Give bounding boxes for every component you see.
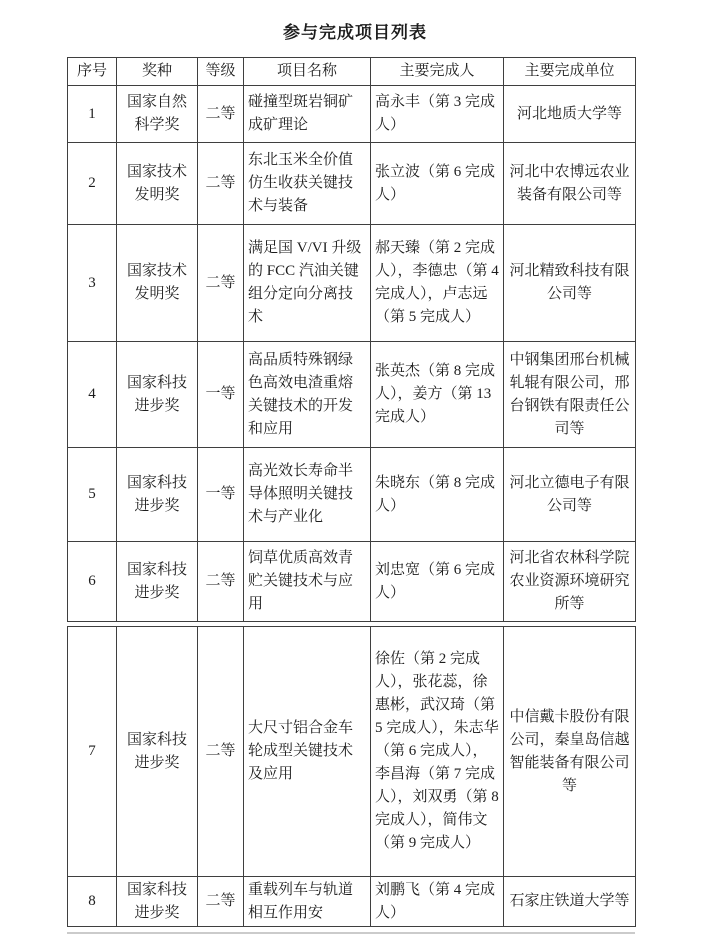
table-row (68, 225, 636, 342)
cell-award: 国家科技进步奖 (117, 342, 198, 448)
cell-project: 东北玉米全价值仿生收获关键技术与装备 (244, 143, 371, 225)
cell-project: 高光效长寿命半导体照明关键技术与产业化 (244, 448, 371, 542)
cell-no: 6 (68, 542, 117, 622)
cell-award: 国家自然科学奖 (117, 86, 198, 143)
cell-grade: 二等 (198, 627, 244, 877)
cell-grade: 二等 (198, 86, 244, 143)
cell-units: 中信戴卡股份有限公司，秦皇岛信越智能装备有限公司等 (504, 627, 636, 877)
cell-grade: 二等 (198, 542, 244, 622)
cell-grade: 一等 (198, 448, 244, 542)
cell-no: 2 (68, 143, 117, 225)
cell-award: 国家科技进步奖 (117, 877, 198, 927)
cell-units: 石家庄铁道大学等 (504, 877, 636, 927)
cell-people: 刘忠宽（第 6 完成人） (371, 542, 504, 622)
column-header-award: 奖种 (117, 58, 198, 86)
table-row (68, 143, 636, 225)
cell-people: 刘鹏飞（第 4 完成人） (371, 877, 504, 927)
column-header-project: 项目名称 (244, 58, 371, 86)
cell-award: 国家技术发明奖 (117, 225, 198, 342)
cell-units: 河北精致科技有限公司等 (504, 225, 636, 342)
cell-people: 朱晓东（第 8 完成人） (371, 448, 504, 542)
cell-no: 5 (68, 448, 117, 542)
column-header-no: 序号 (68, 58, 117, 86)
cell-award: 国家技术发明奖 (117, 143, 198, 225)
cell-units: 河北立德电子有限公司等 (504, 448, 636, 542)
page-break-faint-rule (67, 932, 635, 934)
cell-people: 高永丰（第 3 完成人） (371, 86, 504, 143)
column-header-units: 主要完成单位 (504, 58, 636, 86)
cell-project: 高品质特殊钢绿色高效电渣重熔关键技术的开发和应用 (244, 342, 371, 448)
cell-project: 重载列车与轨道相互作用安 (244, 877, 371, 927)
cell-units: 中钢集团邢台机械轧辊有限公司，邢台钢铁有限责任公司等 (504, 342, 636, 448)
table-row (68, 542, 636, 622)
cell-no: 8 (68, 877, 117, 927)
cell-award: 国家科技进步奖 (117, 627, 198, 877)
cell-units: 河北中农博远农业装备有限公司等 (504, 143, 636, 225)
table-row (68, 448, 636, 542)
table-row (68, 86, 636, 143)
column-header-grade: 等级 (198, 58, 244, 86)
cell-people: 郝天臻（第 2 完成人），李德忠（第 4 完成人），卢志远（第 5 完成人） (371, 225, 504, 342)
projects-table-segment-2 (67, 626, 636, 927)
cell-no: 4 (68, 342, 117, 448)
cell-award: 国家科技进步奖 (117, 542, 198, 622)
cell-project: 大尺寸铝合金车轮成型关键技术及应用 (244, 627, 371, 877)
cell-grade: 二等 (198, 225, 244, 342)
column-header-people: 主要完成人 (371, 58, 504, 86)
table-row-header (68, 58, 636, 86)
cell-no: 1 (68, 86, 117, 143)
cell-people: 张英杰（第 8 完成人），姜方（第 13 完成人） (371, 342, 504, 448)
cell-no: 7 (68, 627, 117, 877)
cell-project: 满足国 V/VI 升级的 FCC 汽油关键组分定向分离技术 (244, 225, 371, 342)
cell-grade: 一等 (198, 342, 244, 448)
table-row (68, 627, 636, 877)
cell-no: 3 (68, 225, 117, 342)
cell-people: 徐佐（第 2 完成人），张花蕊，徐惠彬，武汉琦（第 5 完成人），朱志华（第 6 完成人），李昌海（第 7 完成人），刘双勇（第 8 完成人），简伟文（第 9 完成人） (371, 627, 504, 877)
cell-project: 饲草优质高效青贮关键技术与应用 (244, 542, 371, 622)
cell-people: 张立波（第 6 完成人） (371, 143, 504, 225)
cell-units: 河北省农林科学院农业资源环境研究所等 (504, 542, 636, 622)
table-header-row (68, 58, 636, 86)
cell-project: 碰撞型斑岩铜矿成矿理论 (244, 86, 371, 143)
table-row (68, 342, 636, 448)
page-title: 参与完成项目列表 (283, 23, 427, 42)
cell-units: 河北地质大学等 (504, 86, 636, 143)
cell-grade: 二等 (198, 143, 244, 225)
table-row (68, 877, 636, 927)
cell-grade: 二等 (198, 877, 244, 927)
cell-award: 国家科技进步奖 (117, 448, 198, 542)
projects-table-segment-1 (67, 57, 636, 622)
